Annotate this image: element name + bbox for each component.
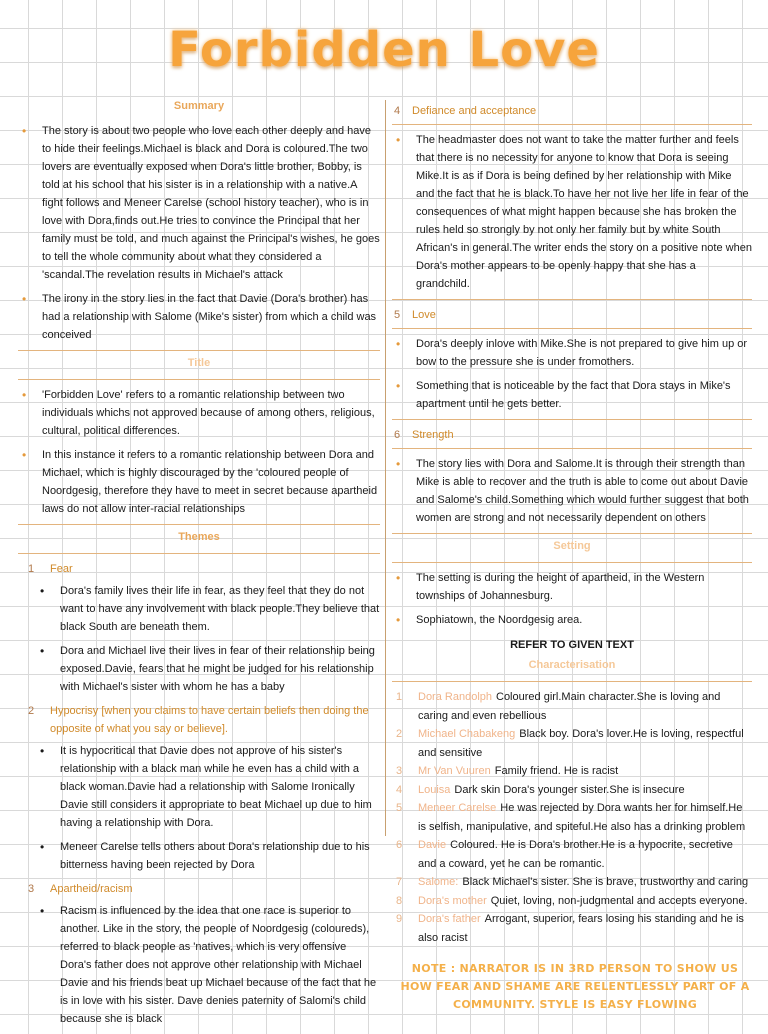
list-item: • Dora's family lives their life in fear, as they feel that they do not want to have any involvement with black people.They believe that black South are beneath them. (40, 584, 380, 633)
theme-heading-defiance: 4 Defiance and acceptance (394, 105, 537, 117)
theme-heading-love: 5 Love (394, 309, 436, 321)
section-rule (392, 448, 752, 449)
character-list (392, 688, 752, 947)
character-item: 5 Meneer Carelse He was rejected by Dora wants her for himself.He is selfish, manipulative, and spiteful.He also has a drinking problem (396, 802, 746, 833)
bullet-icon: • (396, 379, 401, 393)
bullet-icon: • (40, 644, 45, 658)
section-rule (392, 328, 752, 329)
list-item: • Racism is influenced by the idea that one race is superior to another. Like in the story, the people of Noordgesig (coloureds), referred to black people as 'natives, which is very offensive Dora's father does not approve other relationship with Michael Davie and his friends beat up Michael because of the fact that he is in love with his sister. Dave denies paternity of Salomi's child because she is black (40, 904, 377, 1025)
bullet-icon: • (22, 124, 27, 138)
right-column (392, 96, 752, 947)
setting-heading: Setting (553, 540, 591, 552)
section-rule (18, 524, 380, 525)
themes-heading: Themes (178, 531, 220, 543)
refer-note: REFER TO GIVEN TEXT (510, 639, 634, 651)
character-item: 8 Dora's mother Quiet, loving, non-judgmental and accepts everyone. (396, 894, 748, 907)
theme-love-list (392, 335, 752, 413)
characterisation-heading: Characterisation (528, 659, 616, 671)
theme-heading-apartheid: 3 Apartheid/racism (28, 883, 133, 895)
bullet-icon: • (40, 744, 45, 758)
section-rule (18, 553, 380, 554)
character-item: 7 Salome: Black Michael's sister. She is brave, trustworthy and caring (396, 876, 749, 888)
theme-strength-list (392, 455, 752, 527)
theme-heading-hypocrisy: 2 Hypocrisy [when you claims to have certain beliefs then doing the opposite of what you say or believe]. (28, 705, 369, 735)
list-item: • Dora and Michael live their lives in fear of their relationship being exposed.Davie, fears that he might be judged for his relationship with Michael's sister with whom he has a baby (40, 644, 375, 693)
bullet-icon: • (396, 571, 401, 585)
bullet-icon: • (22, 292, 27, 306)
character-item: 9 Dora's father Arrogant, superior, fears losing his standing and he is also racist (396, 913, 744, 944)
bullet-icon: • (396, 133, 401, 147)
summary-list (18, 122, 380, 344)
summary-heading: Summary (173, 100, 225, 112)
bullet-icon: • (40, 584, 45, 598)
setting-list (392, 569, 752, 629)
theme-fear-list (18, 582, 380, 696)
theme-defiance-list (392, 131, 752, 293)
theme-apartheid-list (18, 902, 380, 1028)
section-rule (18, 379, 380, 380)
page-title: Forbidden Love (168, 22, 600, 78)
character-item: 2 Michael Chabakeng Black boy. Dora's lover.He is loving, respectful and sensitive (396, 728, 744, 759)
list-item: • It is hypocritical that Davie does not approve of his sister's relationship with a black man while he even has a child with a black woman.Davie had a relationship with Salome Ironically Davie still considers it appropriate to beat Michael up due to him having a relationship with Dora. (40, 744, 372, 829)
list-item: • The setting is during the height of apartheid, in the Western townships of Johannesburg. (396, 571, 705, 602)
title-item: • In this instance it refers to a romantic relationship between Dora and Michael, which is highly discouraged by the 'coloured people of Noordgesig, therefore they have to meet in secret because apartheid laws do not allow inter-racial relationships (22, 448, 378, 515)
character-item: 1 Dora Randolph Coloured girl.Main character.She is loving and caring and even rebellious (396, 691, 721, 722)
left-column (18, 96, 380, 1034)
list-item: • The headmaster does not want to take the matter further and feels that there is no necessity for anyone to know that Dora is seeing Mike.It is as if Dora is being defined by her relationship with Mike and the fact that he is black.To have her not live her life in fear of the consequences of what might happen because she has broken the rules held so strongly by not only her family but by white South African's in general.The writer ends the story on a positive note when Dora's mother appears to be openly happy that she has a grandchild. (396, 133, 752, 290)
list-item: • Something that is noticeable by the fact that Dora stays in Mike's apartment until he gets better. (396, 379, 731, 410)
column-divider (385, 100, 386, 836)
theme-heading-fear: 1 Fear (28, 563, 73, 575)
bullet-icon: • (22, 388, 27, 402)
narrator-note: NOTE : NARRATOR IS IN 3RD PERSON TO SHOW US HOW FEAR AND SHAME ARE RELENTLESSLY PART OF A COMMUNITY. STYLE IS EASY FLOWING (400, 962, 750, 1011)
theme-hypocrisy-list (18, 742, 380, 874)
list-item: • Dora's deeply inlove with Mike.She is not prepared to give him up or bow to the pressure she is under fromothers. (396, 337, 748, 368)
title-item: • 'Forbidden Love' refers to a romantic relationship between two individuals whichs not approved because of among others, religious, cultural, political differences. (22, 388, 375, 437)
list-item: • Sophiatown, the Noordgesig area. (396, 613, 583, 627)
list-item: • Meneer Carelse tells others about Dora's relationship due to his bitterness having been rejected by Dora (40, 840, 370, 871)
title-heading: Title (187, 357, 211, 369)
bullet-icon: • (40, 840, 45, 854)
character-item: 4 Louisa Dark skin Dora's younger sister.She is insecure (396, 783, 685, 796)
bullet-icon: • (396, 337, 401, 351)
section-rule (392, 124, 752, 125)
section-rule (392, 299, 752, 300)
bullet-icon: • (40, 904, 45, 918)
character-item: 3 Mr Van Vuuren Family friend. He is racist (396, 765, 619, 777)
section-rule (392, 419, 752, 420)
section-rule (18, 350, 380, 351)
section-rule (392, 533, 752, 534)
summary-item: • The story is about two people who love each other deeply and have to hide their feelings.Michael is black and Dora is coloured.The two lovers are eventually exposed when Dora's little brother, Bobby, is told at his school that his sister is in a relationship with a native.A fight follows and Meneer Carelse (school history teacher), who is in love with Dora,finds out.He tries to convince the Principal that her family must be told, and much against the Principal's wishes, he goes to tell the whole community about what they considered a 'scandal.The revelation results in Michael's attack (22, 124, 380, 281)
section-rule (392, 562, 752, 563)
title-list (18, 386, 380, 518)
section-rule (392, 681, 752, 682)
bullet-icon: • (396, 457, 401, 471)
bullet-icon: • (22, 448, 27, 462)
character-item: 6 Davie Coloured. He is Dora's brother.He is a hypocrite, secretive and a coward, yet he can be romantic. (396, 839, 733, 870)
bullet-icon: • (396, 613, 401, 627)
theme-heading-strength: 6 Strength (394, 429, 454, 441)
list-item: • The story lies with Dora and Salome.It is through their strength than Mike is able to recover and the truth is able to come out about Davie and Salome's child.Something which would further suggest that both women are strong and not necessarily dependent on others (396, 457, 749, 524)
summary-item: • The irony in the story lies in the fact that Davie (Dora's brother) has had a relationship with Salome (Mike's sister) from which a child was conceived (22, 292, 377, 341)
